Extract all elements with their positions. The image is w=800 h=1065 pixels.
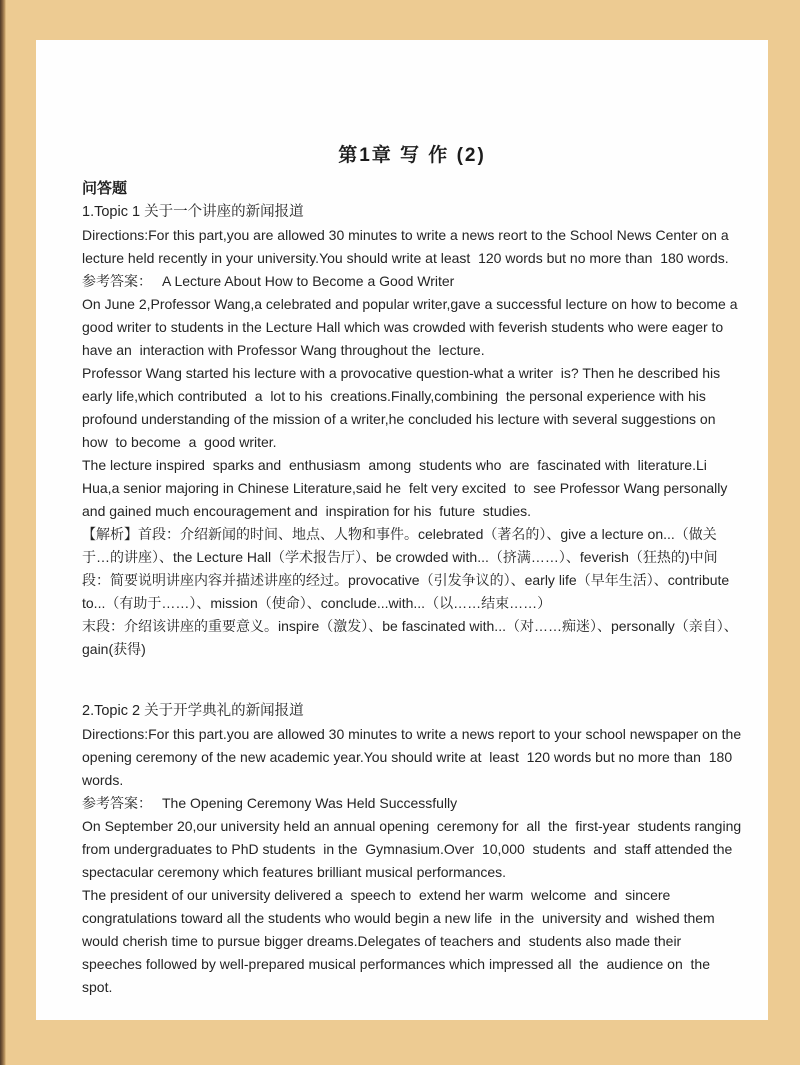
topic-2-answer-label: 参考答案：: [82, 795, 152, 811]
topic-1-essay-paragraph: The lecture inspired sparks and enthusiasm among students who are fascinated with literature.Li Hua,a senior majoring in Chinese Literature,said he felt very excited to see Professor Wang personally and gained much encouragement and inspiration for his future studies.: [82, 457, 732, 519]
topic-1-heading: 1.Topic 1 关于一个讲座的新闻报道: [82, 204, 304, 220]
topic-1-directions: Directions:For this part,you are allowed 30 minutes to write a news reort to the School News Center on a lecture held recently in your university.You should write at least 120 words but no more than 180 words.: [82, 227, 733, 266]
topic-1-analysis-paragraph: 【解析】首段：介绍新闻的时间、地点、人物和事件。celebrated（著名的）、give a lecture on...（做关于…的讲座）、the Lecture Hall（学术报告厅）、be crowded with...（挤满……）、feverish（狂热的)中间段：简要说明讲座内容并描述讲座的经过。provocative（引发争议的）、early life（早年生活）、contribute to...（有助于……）、mission（使命）、conclude...with...（以……结束……）: [82, 526, 734, 611]
topic-2-answer-title: The Opening Ceremony Was Held Successfully: [162, 795, 458, 811]
topic-1-essay-paragraph: Professor Wang started his lecture with a provocative question-what a writer is? Then he described his early life,which contributed a lot to his creations.Finally,combining the personal experience with his profound understanding of the mission of a writer,he concluded his lecture with several suggestions on how to become a good writer.: [82, 365, 724, 450]
topic-2-essay-paragraph: On September 20,our university held an annual opening ceremony for all the first-year students ranging from undergraduates to PhD students in the Gymnasium.Over 10,000 students and staff attended the spectacular ceremony which features brilliant musical performances.: [82, 818, 746, 880]
topic-2-answer-line: [82, 792, 742, 815]
chapter-title: 第1章 写 作 (2): [338, 145, 486, 166]
topic-1-answer-label: 参考答案：: [82, 273, 152, 289]
topic-2-essay-paragraph: The president of our university delivered a speech to extend her warm welcome and sincere congratulations toward all the students who would begin a new life in the university and wished them would cherish time to pursue bigger dreams.Delegates of teachers and students also made their speeches followed by well-prepared musical performances which impressed all the audience on the spot.: [82, 887, 719, 995]
topic-divider-space: [82, 661, 742, 699]
topic-2: [82, 699, 746, 999]
topic-1-analysis-paragraph: 末段：介绍该讲座的重要意义。inspire（激发）、be fascinated with...（对……痴迷）、personally（亲自）、gain(获得): [82, 618, 738, 657]
topic-2-heading: 2.Topic 2 关于开学典礼的新闻报道: [82, 703, 304, 719]
topic-2-directions: Directions:For this part.you are allowed 30 minutes to write a news report to your school newspaper on the opening ceremony of the new academic year.You should write at least 120 words but no more than 180 words.: [82, 726, 745, 788]
topic-1-answer-title: A Lecture About How to Become a Good Writer: [162, 273, 455, 289]
topic-1: [82, 200, 742, 661]
section-label: 问答题: [82, 180, 128, 197]
topic-1-essay-paragraph: On June 2,Professor Wang,a celebrated and popular writer,gave a successful lecture on how to become a good writer to students in the Lecture Hall which was crowded with feverish students who were eager to have an interaction with Professor Wang throughout the lecture.: [82, 296, 742, 358]
document-page: [36, 40, 768, 1020]
topic-1-answer-line: [82, 270, 742, 293]
book-binding-shadow: [0, 0, 6, 1065]
